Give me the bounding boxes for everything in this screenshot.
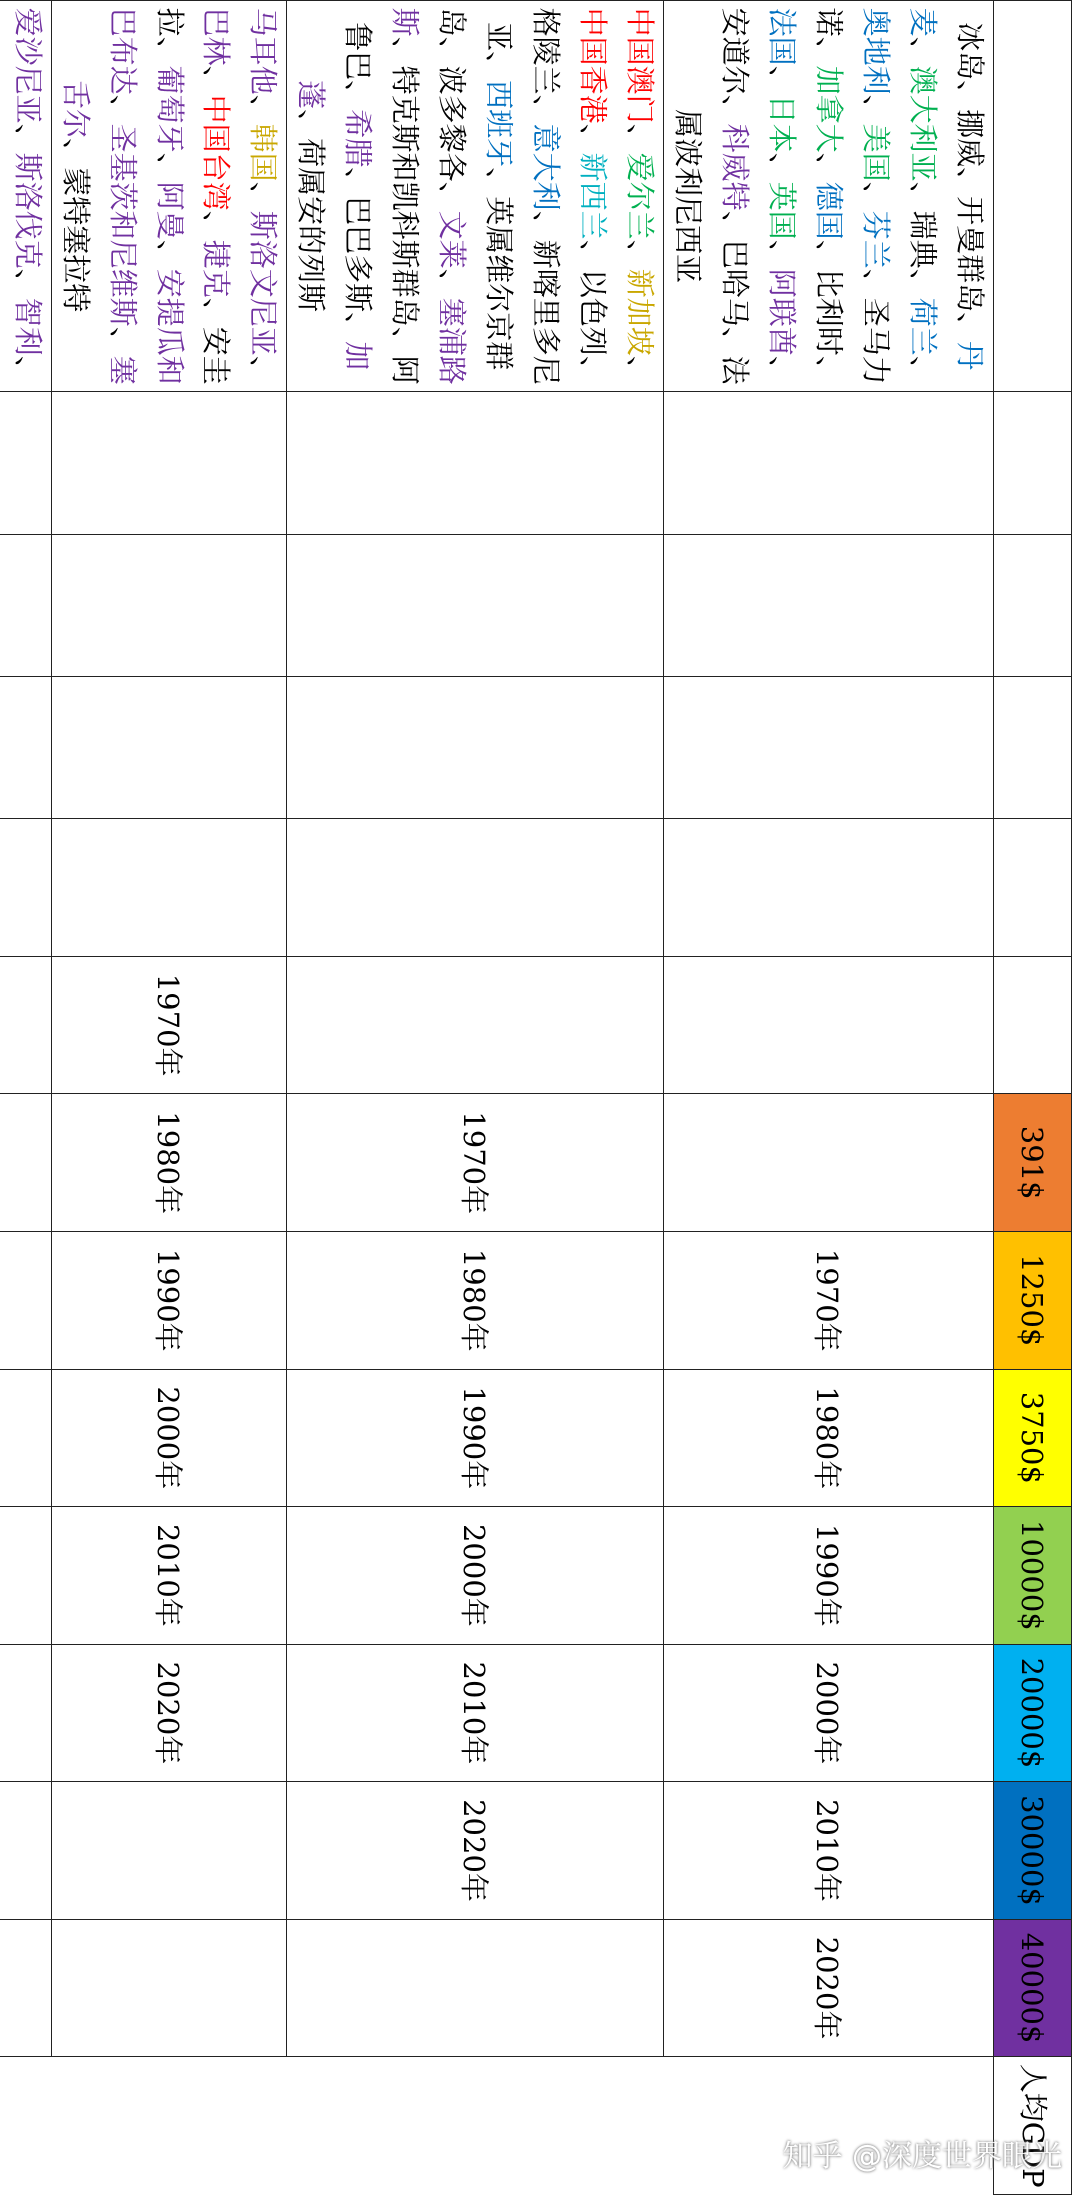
year-cell: 1980年 (287, 1231, 664, 1369)
country-text: 爱尔兰 (623, 152, 658, 240)
header-empty-cell (994, 819, 1072, 957)
header-row (994, 1, 1072, 2195)
country-text: 蒙特塞拉特 (58, 167, 93, 313)
country-text: 、 (623, 123, 658, 153)
table-row (287, 1, 664, 2195)
country-list-cell (51, 1, 287, 392)
year-cell: 2010年 (664, 1782, 994, 1920)
tier-header-3: 10000$ (994, 1507, 1072, 1645)
country-text: 、 (906, 355, 941, 385)
country-text: 加拿大 (812, 65, 847, 153)
country-text: 、 (812, 152, 847, 182)
country-text: 、 (623, 239, 658, 269)
year-cell: 2020年 (287, 1782, 664, 1920)
country-text: 、 (58, 138, 93, 168)
country-text: 丹麦 (906, 7, 987, 371)
year-cell: 2000年 (51, 1369, 287, 1507)
table-body (0, 1, 1072, 2195)
year-cell (664, 819, 994, 957)
table-row (51, 1, 287, 2195)
country-text: 、安道尔、 (718, 7, 800, 385)
country-text: 、 (246, 181, 281, 211)
country-text: 、新喀里多尼亚、 (482, 22, 564, 385)
country-text: 文莱 (435, 210, 470, 269)
year-cell: 2000年 (287, 1507, 664, 1645)
country-text: 新西兰 (576, 152, 611, 240)
year-cell (0, 1094, 51, 1232)
country-text: 、 (10, 268, 45, 298)
country-text: 、 (105, 94, 140, 124)
year-cell: 1980年 (51, 1094, 287, 1232)
header-empty-cell (994, 956, 1072, 1094)
country-text: 科威特 (718, 123, 753, 211)
country-text: 爱沙尼亚 (10, 7, 45, 124)
tier-header-5: 30000$ (994, 1782, 1072, 1920)
country-text: 阿曼 (152, 181, 187, 240)
country-list-cell (664, 1, 994, 392)
year-cell (51, 1782, 287, 1920)
year-cell: 2010年 (287, 1644, 664, 1782)
table-row (0, 1, 51, 2195)
year-cell (51, 392, 287, 534)
country-text: 塞浦路斯 (388, 7, 470, 385)
country-text: 、 (765, 65, 800, 95)
year-cell (287, 1919, 664, 2057)
country-text: 巴林 (199, 7, 234, 66)
country-text: 、 (199, 65, 234, 95)
year-cell (0, 534, 51, 676)
country-text: 葡萄牙 (152, 65, 187, 153)
year-cell (0, 1369, 51, 1507)
country-text: 、 (246, 94, 281, 124)
year-cell (51, 534, 287, 676)
header-empty-cell (994, 676, 1072, 818)
year-cell (664, 956, 994, 1094)
year-cell (287, 392, 664, 534)
country-text: 、比利时、 (812, 239, 847, 385)
year-cell (0, 1231, 51, 1369)
country-text: 塞舌尔 (58, 80, 140, 385)
country-text: 、安圭拉、 (152, 7, 234, 385)
year-cell (0, 1507, 51, 1645)
country-text: 澳大利亚 (906, 65, 941, 182)
country-text: 荷兰 (906, 297, 941, 356)
country-text: 芬兰 (859, 210, 894, 269)
year-cell (0, 676, 51, 818)
year-cell (51, 676, 287, 818)
country-list-cell (0, 1, 51, 392)
year-cell: 1980年 (664, 1369, 994, 1507)
country-text: 、瑞典、 (906, 181, 941, 298)
year-cell (0, 956, 51, 1094)
country-text: 、圣马力诺、 (812, 7, 894, 385)
country-text: 西班牙 (482, 80, 517, 168)
country-text: 、 (906, 36, 941, 66)
watermark: 知乎 @深度世界眼光 (782, 2139, 1062, 2174)
country-text: 、 (10, 123, 45, 153)
year-cell (664, 676, 994, 818)
country-text: 安提瓜和巴布达 (105, 7, 187, 385)
country-text: 、 (435, 268, 470, 298)
tier-header-0: 391$ (994, 1094, 1072, 1232)
country-text: 斯洛伐克 (10, 152, 45, 269)
year-cell (287, 534, 664, 676)
country-text: 斯洛文尼亚 (246, 210, 281, 356)
country-text: 、 (859, 181, 894, 211)
year-cell: 1990年 (51, 1231, 287, 1369)
country-text: 、 (765, 239, 800, 269)
year-cell (0, 1782, 51, 1920)
country-text: 、 (623, 355, 658, 385)
year-cell: 1970年 (664, 1231, 994, 1369)
country-text: 、 (765, 152, 800, 182)
country-text: 、巴哈马、法属波利尼西亚 (671, 109, 753, 385)
country-text: 、巴巴多斯、 (341, 167, 376, 342)
year-cell: 2020年 (664, 1919, 994, 2057)
country-text: 、 (199, 210, 234, 240)
country-text: 、特克斯和凯科斯群岛、阿鲁巴、 (341, 22, 423, 385)
country-text: 冰岛、挪威、开曼群岛、 (953, 22, 987, 342)
table-row (664, 1, 994, 2195)
year-cell (287, 676, 664, 818)
country-text: 中国台湾 (199, 94, 234, 211)
country-list-cell (287, 1, 664, 392)
country-text: 德国 (812, 181, 847, 240)
year-cell (0, 1919, 51, 2057)
header-empty-cell (994, 1, 1072, 392)
year-cell (664, 534, 994, 676)
tier-header-1: 1250$ (994, 1231, 1072, 1369)
gdp-per-capita-header: 人均GDP (994, 2057, 1072, 2195)
country-text: 加蓬 (294, 80, 376, 371)
country-text: 、 (105, 326, 140, 356)
year-cell (664, 1094, 994, 1232)
year-cell: 2000年 (664, 1644, 994, 1782)
country-text: 、 (152, 239, 187, 269)
country-text: 、以色列、格陵兰、 (529, 7, 611, 385)
year-cell (0, 819, 51, 957)
year-cell (51, 819, 287, 957)
year-cell: 1970年 (287, 1094, 664, 1232)
country-text: 日本 (765, 94, 800, 153)
year-cell: 1990年 (287, 1369, 664, 1507)
country-text: 、 (152, 152, 187, 182)
country-text: 意大利 (529, 123, 564, 211)
country-text: 韩国 (246, 123, 281, 182)
country-text: 马耳他 (246, 7, 281, 95)
country-text: 法国 (765, 7, 800, 66)
tier-header-2: 3750$ (994, 1369, 1072, 1507)
year-cell: 2020年 (51, 1644, 287, 1782)
year-cell (0, 392, 51, 534)
year-cell: 2010年 (51, 1507, 287, 1645)
country-text: 中国香港 (576, 7, 611, 124)
header-empty-cell (994, 392, 1072, 534)
country-text: 中国澳门 (623, 7, 658, 124)
year-cell (287, 819, 664, 957)
year-cell (51, 1919, 287, 2057)
country-text: 、 (576, 123, 611, 153)
header-empty-cell (994, 534, 1072, 676)
country-text: 英国 (765, 181, 800, 240)
country-text: 、 (246, 355, 281, 385)
tier-header-6: 40000$ (994, 1919, 1072, 2057)
country-text: 、英属维尔京群岛、波多黎各、 (435, 7, 517, 371)
year-cell (0, 1644, 51, 1782)
year-cell (664, 392, 994, 534)
year-cell (287, 956, 664, 1094)
country-text: 、荷属安的列斯 (294, 109, 329, 313)
country-text: 希腊 (341, 109, 376, 168)
country-text: 奥地利 (859, 7, 894, 95)
country-text: 智利 (10, 297, 45, 356)
year-cell: 1970年 (51, 956, 287, 1094)
country-text: 捷克 (199, 239, 234, 298)
tier-header-4: 20000$ (994, 1644, 1072, 1782)
country-text: 圣基茨和尼维斯 (105, 123, 140, 327)
country-text: 、 (10, 355, 45, 385)
year-cell: 1990年 (664, 1507, 994, 1645)
country-text: 新加坡 (623, 268, 658, 356)
country-text: 、 (859, 94, 894, 124)
country-text: 阿联酋 (765, 268, 800, 356)
country-text: 美国 (859, 123, 894, 182)
